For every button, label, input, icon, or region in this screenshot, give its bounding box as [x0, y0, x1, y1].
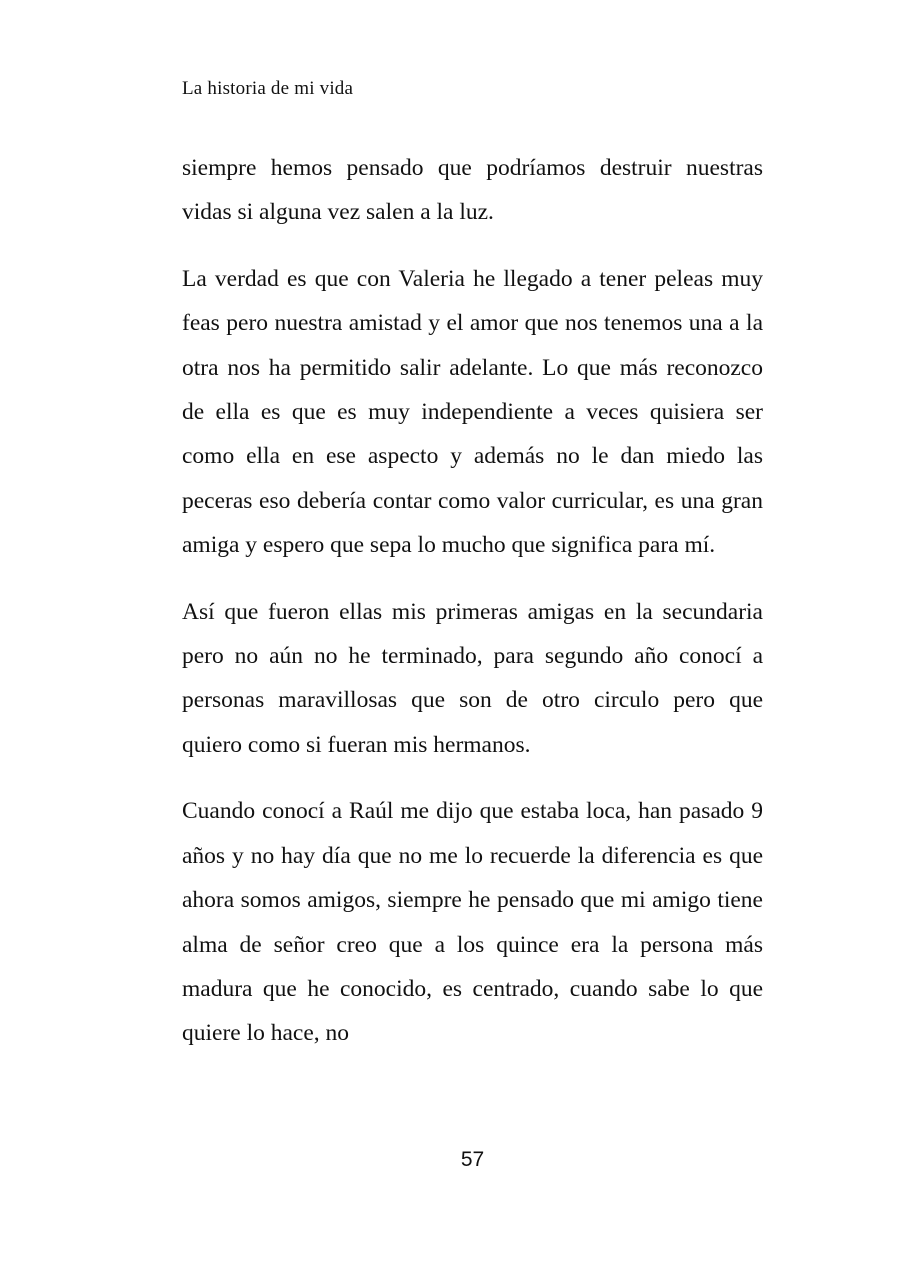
text-body	[182, 146, 763, 1056]
paragraph: La verdad es que con Valeria he llegado a tener peleas muy feas pero nuestra amistad y el amor que nos tenemos una a la otra nos ha permitido salir adelante. Lo que más reconozco de ella es que es muy independiente a veces quisiera ser como ella en ese aspecto y además no le dan miedo las peceras eso debería contar como valor curricular, es una gran amiga y espero que sepa lo mucho que significa para mí.	[182, 265, 763, 559]
paragraph: Cuando conocí a Raúl me dijo que estaba loca, han pasado 9 años y no hay día que no me lo recuerde la diferencia es que ahora somos amigos, siempre he pensado que mi amigo tiene alma de señor creo que a los quince era la persona más madura que he conocido, es centrado, cuando sabe lo que quiere lo hace, no	[182, 798, 763, 1047]
page-number: 57	[460, 1148, 485, 1171]
paragraph: Así que fueron ellas mis primeras amigas en la secundaria pero no aún no he terminado, para segundo año conocí a personas maravillosas que son de otro circulo pero que quiero como si fueran mis hermanos.	[182, 598, 763, 758]
running-header: La historia de mi vida	[182, 78, 354, 99]
paragraph: siempre hemos pensado que podríamos destruir nuestras vidas si alguna vez salen a la luz.	[182, 155, 763, 226]
